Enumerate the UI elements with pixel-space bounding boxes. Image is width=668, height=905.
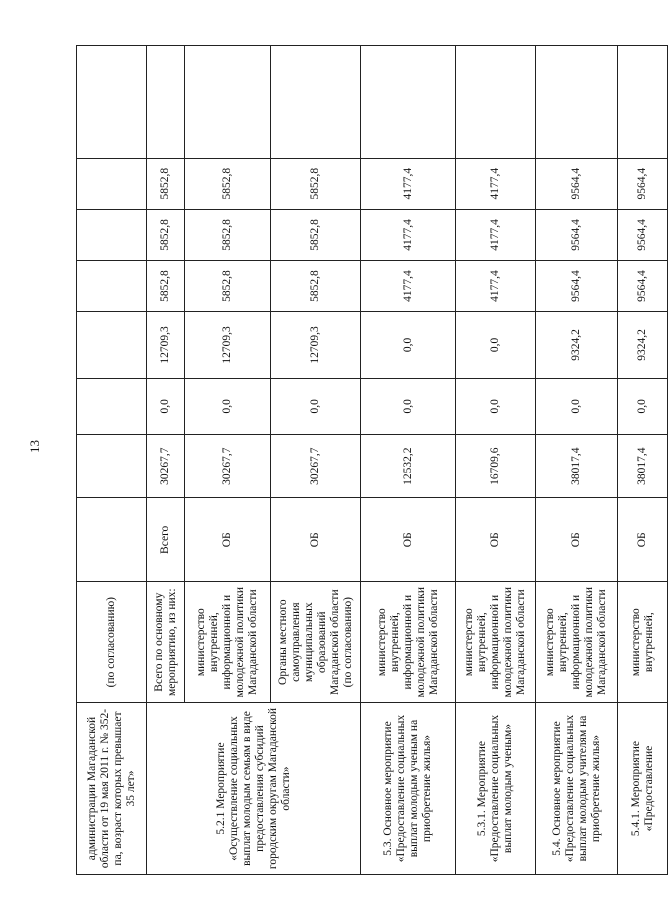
table-row <box>456 46 536 875</box>
executor-cell: Всего по основному мероприятию, из них: <box>147 582 185 703</box>
funding-source-cell: ОБ <box>456 498 536 582</box>
value-cell: 0,0 <box>185 378 271 434</box>
value-cell <box>77 158 147 209</box>
value-cell: 5852,8 <box>185 260 271 311</box>
table-row <box>77 46 147 875</box>
value-cell: 0,0 <box>147 378 185 434</box>
value-cell: 0,0 <box>456 312 536 379</box>
executor-cell: Органы местного самоуправления муниципальных образований Магаданской области (по согласованию) <box>271 582 361 703</box>
value-cell: 9564,4 <box>618 158 668 209</box>
rotated-table-container <box>76 45 655 875</box>
value-cell <box>77 209 147 260</box>
value-cell: 12709,3 <box>271 312 361 379</box>
funding-source-cell: Всего <box>147 498 185 582</box>
value-cell: 0,0 <box>456 378 536 434</box>
value-cell <box>77 46 147 159</box>
executor-cell: министерство внутренней, информационной и молодежной политики Магаданской области <box>361 582 456 703</box>
value-cell: 9564,4 <box>618 260 668 311</box>
value-cell: 5852,8 <box>147 260 185 311</box>
value-cell <box>77 312 147 379</box>
value-cell: 5852,8 <box>185 158 271 209</box>
value-cell: 9564,4 <box>536 158 618 209</box>
measure-name-cell: 5.4.1. Мероприятие «Предоставление <box>618 703 668 875</box>
value-cell: 30267,7 <box>185 434 271 497</box>
value-cell <box>618 46 668 159</box>
value-cell <box>361 46 456 159</box>
value-cell: 5852,8 <box>185 209 271 260</box>
executor-cell: министерство внутренней, <box>618 582 668 703</box>
value-cell: 30267,7 <box>271 434 361 497</box>
value-cell: 5852,8 <box>271 260 361 311</box>
funding-source-cell: ОБ <box>185 498 271 582</box>
executor-cell: (по согласованию) <box>77 582 147 703</box>
measure-name-cell: 5.2.1 Мероприятие «Осуществление социальных выплат молодым семьям в виде предоставления субсидий городским округам Магаданской области» <box>147 703 361 875</box>
value-cell: 30267,7 <box>147 434 185 497</box>
value-cell: 0,0 <box>271 378 361 434</box>
value-cell: 5852,8 <box>147 209 185 260</box>
executor-cell: министерство внутренней, информационной и молодежной политики Магаданской области <box>456 582 536 703</box>
measure-name-cell: 5.3.1. Мероприятие «Предоставление социальных выплат молодым ученым» <box>456 703 536 875</box>
value-cell <box>271 46 361 159</box>
value-cell: 9324,2 <box>618 312 668 379</box>
value-cell: 0,0 <box>618 378 668 434</box>
value-cell: 9564,4 <box>536 209 618 260</box>
value-cell <box>77 378 147 434</box>
value-cell <box>536 46 618 159</box>
executor-cell: министерство внутренней, информационной и молодежной политики Магаданской области <box>185 582 271 703</box>
value-cell: 9564,4 <box>618 209 668 260</box>
value-cell: 9564,4 <box>536 260 618 311</box>
value-cell: 4177,4 <box>361 158 456 209</box>
value-cell: 4177,4 <box>456 158 536 209</box>
value-cell: 4177,4 <box>361 209 456 260</box>
value-cell: 4177,4 <box>456 209 536 260</box>
measure-name-cell: администрации Магаданской области от 19 мая 2011 г. № 352-па, возраст которых превышает 35 лет» <box>77 703 147 875</box>
measure-name-cell: 5.3. Основное мероприятие «Предоставление социальных выплат молодым ученым на приобретение жилья» <box>361 703 456 875</box>
value-cell: 38017,4 <box>618 434 668 497</box>
value-cell <box>456 46 536 159</box>
value-cell <box>185 46 271 159</box>
value-cell: 0,0 <box>361 378 456 434</box>
value-cell: 0,0 <box>361 312 456 379</box>
value-cell: 16709,6 <box>456 434 536 497</box>
value-cell: 12532,2 <box>361 434 456 497</box>
value-cell: 4177,4 <box>361 260 456 311</box>
value-cell: 12709,3 <box>147 312 185 379</box>
funding-source-cell: ОБ <box>361 498 456 582</box>
value-cell: 0,0 <box>536 378 618 434</box>
table-row <box>536 46 618 875</box>
value-cell <box>77 260 147 311</box>
measure-name-cell: 5.4. Основное мероприятие «Предоставление социальных выплат молодым учителям на приобретение жилья» <box>536 703 618 875</box>
executor-cell: министерство внутренней, информационной и молодежной политики Магаданской области <box>536 582 618 703</box>
page-number: 13 <box>27 440 42 453</box>
value-cell: 9324,2 <box>536 312 618 379</box>
value-cell: 5852,8 <box>147 158 185 209</box>
value-cell: 5852,8 <box>271 158 361 209</box>
value-cell: 12709,3 <box>185 312 271 379</box>
funding-source-cell: ОБ <box>271 498 361 582</box>
budget-table <box>76 45 668 875</box>
table-row <box>361 46 456 875</box>
value-cell: 38017,4 <box>536 434 618 497</box>
funding-source-cell <box>77 498 147 582</box>
value-cell <box>77 434 147 497</box>
funding-source-cell: ОБ <box>618 498 668 582</box>
value-cell: 5852,8 <box>271 209 361 260</box>
table-body <box>77 46 668 875</box>
table-row <box>618 46 668 875</box>
value-cell <box>147 46 185 159</box>
value-cell: 4177,4 <box>456 260 536 311</box>
funding-source-cell: ОБ <box>536 498 618 582</box>
table-row <box>147 46 185 875</box>
